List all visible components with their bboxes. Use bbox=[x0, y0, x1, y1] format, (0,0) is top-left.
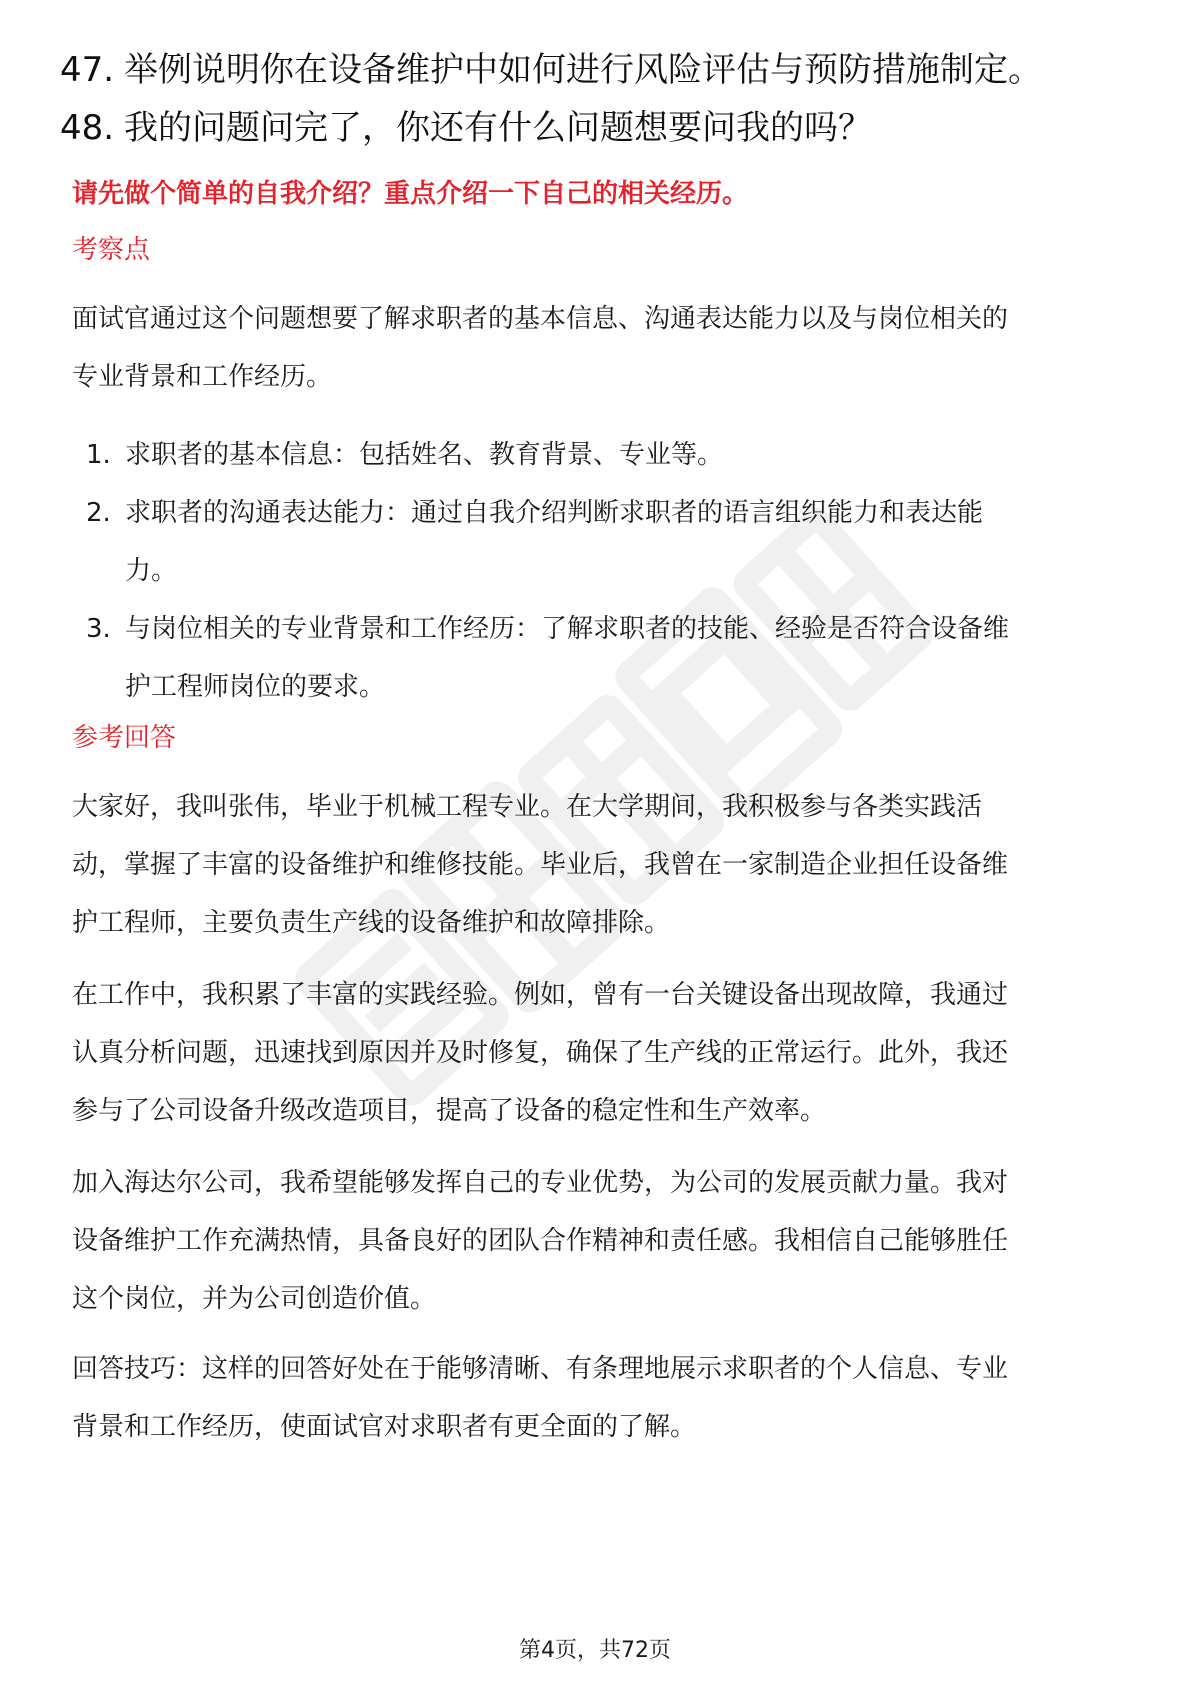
list-text: 与岗位相关的专业背景和工作经历：了解求职者的技能、经验是否符合设备维 bbox=[125, 614, 1010, 644]
list-item bbox=[0, 600, 1190, 716]
list-item bbox=[0, 426, 1190, 484]
para-line: 动，掌握了丰富的设备维护和维修技能。毕业后，我曾在一家制造企业担任设备维 bbox=[72, 850, 1009, 880]
para-line: 回答技巧：这样的回答好处在于能够清晰、有条理地展示求职者的个人信息、专业 bbox=[72, 1354, 1009, 1384]
question-text: 我的问题问完了，你还有什么问题想要问我的吗？ bbox=[124, 108, 872, 148]
para-line: 背景和工作经历，使面试官对求职者有更全面的了解。 bbox=[72, 1412, 697, 1442]
list-text: 力。 bbox=[125, 556, 178, 586]
list-number: 3. bbox=[86, 614, 111, 644]
list-item bbox=[0, 484, 1190, 600]
question-item-47 bbox=[60, 48, 1042, 92]
list-text: 求职者的基本信息：包括姓名、教育背景、专业等。 bbox=[125, 440, 724, 470]
para-line: 认真分析问题，迅速找到原因并及时修复，确保了生产线的正常运行。此外，我还 bbox=[72, 1038, 1009, 1068]
page-footer: 第4页，共72页 bbox=[519, 1638, 671, 1663]
question-text: 举例说明你在设备维护中如何进行风险评估与预防措施制定。 bbox=[124, 50, 1042, 90]
answer-paragraph-2 bbox=[72, 966, 1122, 1140]
para-line: 参与了公司设备升级改造项目，提高了设备的稳定性和生产效率。 bbox=[72, 1096, 827, 1126]
list-number: 1. bbox=[86, 440, 111, 470]
assess-list bbox=[0, 426, 1190, 716]
para-line: 在工作中，我积累了丰富的实践经验。例如，曾有一台关键设备出现故障，我通过 bbox=[72, 980, 1009, 1010]
answer-paragraph-1 bbox=[72, 778, 1122, 952]
list-number: 2. bbox=[86, 498, 111, 528]
answer-tips bbox=[72, 1340, 1122, 1456]
para-line: 专业背景和工作经历。 bbox=[72, 362, 333, 392]
list-text: 护工程师岗位的要求。 bbox=[125, 672, 386, 702]
question-number: 48. bbox=[60, 108, 115, 148]
list-text: 求职者的沟通表达能力：通过自我介绍判断求职者的语言组织能力和表达能 bbox=[125, 498, 984, 528]
para-line: 这个岗位，并为公司创造价值。 bbox=[72, 1284, 437, 1314]
para-line: 设备维护工作充满热情，具备良好的团队合作精神和责任感。我相信自己能够胜任 bbox=[72, 1226, 1009, 1256]
para-line: 大家好，我叫张伟，毕业于机械工程专业。在大学期间，我积极参与各类实践活 bbox=[72, 792, 983, 822]
para-line: 面试官通过这个问题想要了解求职者的基本信息、沟通表达能力以及与岗位相关的 bbox=[72, 304, 1009, 334]
answer-heading: 参考回答 bbox=[72, 723, 177, 753]
assess-paragraph bbox=[72, 290, 1122, 406]
para-line: 加入海达尔公司，我希望能够发挥自己的专业优势，为公司的发展贡献力量。我对 bbox=[72, 1168, 1009, 1198]
question-item-48 bbox=[60, 106, 872, 150]
question-number: 47. bbox=[60, 50, 115, 90]
para-line: 护工程师，主要负责生产线的设备维护和故障排除。 bbox=[72, 908, 671, 938]
assess-heading: 考察点 bbox=[72, 235, 151, 265]
answer-paragraph-3 bbox=[72, 1154, 1122, 1328]
question-title: 请先做个简单的自我介绍？重点介绍一下自己的相关经历。 bbox=[72, 179, 749, 209]
